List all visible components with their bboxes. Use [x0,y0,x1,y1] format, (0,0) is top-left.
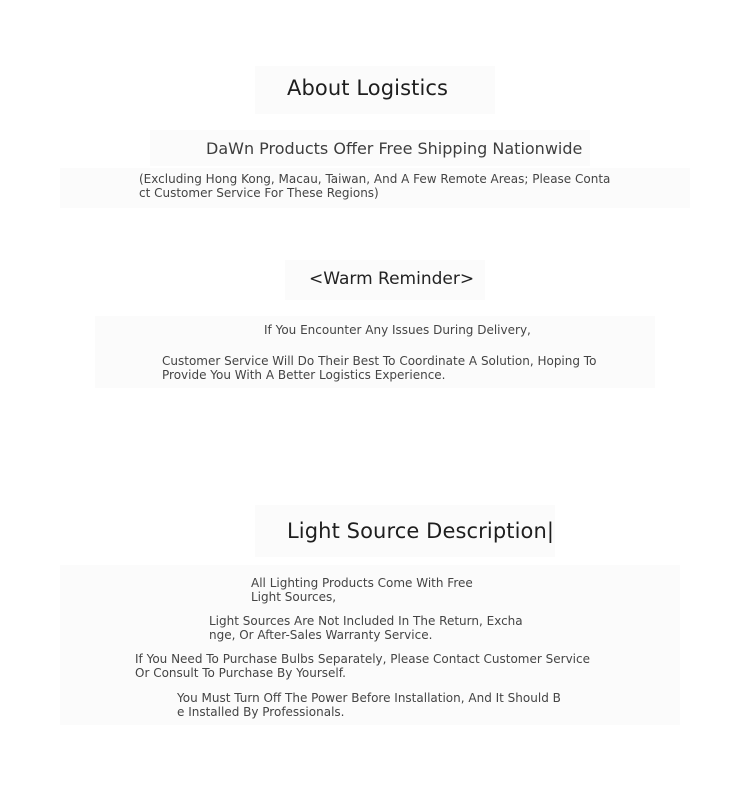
light-item-power-off: You Must Turn Off The Power Before Installation, And It Should Be Installed By Professionals. [177,691,561,719]
reminder-line-1: If You Encounter Any Issues During Delivery, [264,323,531,337]
exclusion-note: (Excluding Hong Kong, Macau, Taiwan, And A Few Remote Areas; Please Contact Customer Service For These Regions) [139,172,611,200]
free-shipping-text: DaWn Products Offer Free Shipping Nationwide [206,139,583,158]
warm-reminder-title: <Warm Reminder> [309,269,475,289]
light-item-purchase-bulbs: If You Need To Purchase Bulbs Separately, Please Contact Customer Service Or Consult To Purchase By Yourself. [135,652,590,680]
light-source-title: Light Source Description| [287,519,555,543]
reminder-line-2: Customer Service Will Do Their Best To Coordinate A Solution, Hoping To Provide You With A Better Logistics Experience. [162,354,597,382]
logistics-title: About Logistics [287,76,449,100]
light-item-free-sources: All Lighting Products Come With Free Light Sources, [251,576,473,604]
light-item-not-included: Light Sources Are Not Included In The Return, Exchange, Or After-Sales Warranty Service. [209,614,523,642]
